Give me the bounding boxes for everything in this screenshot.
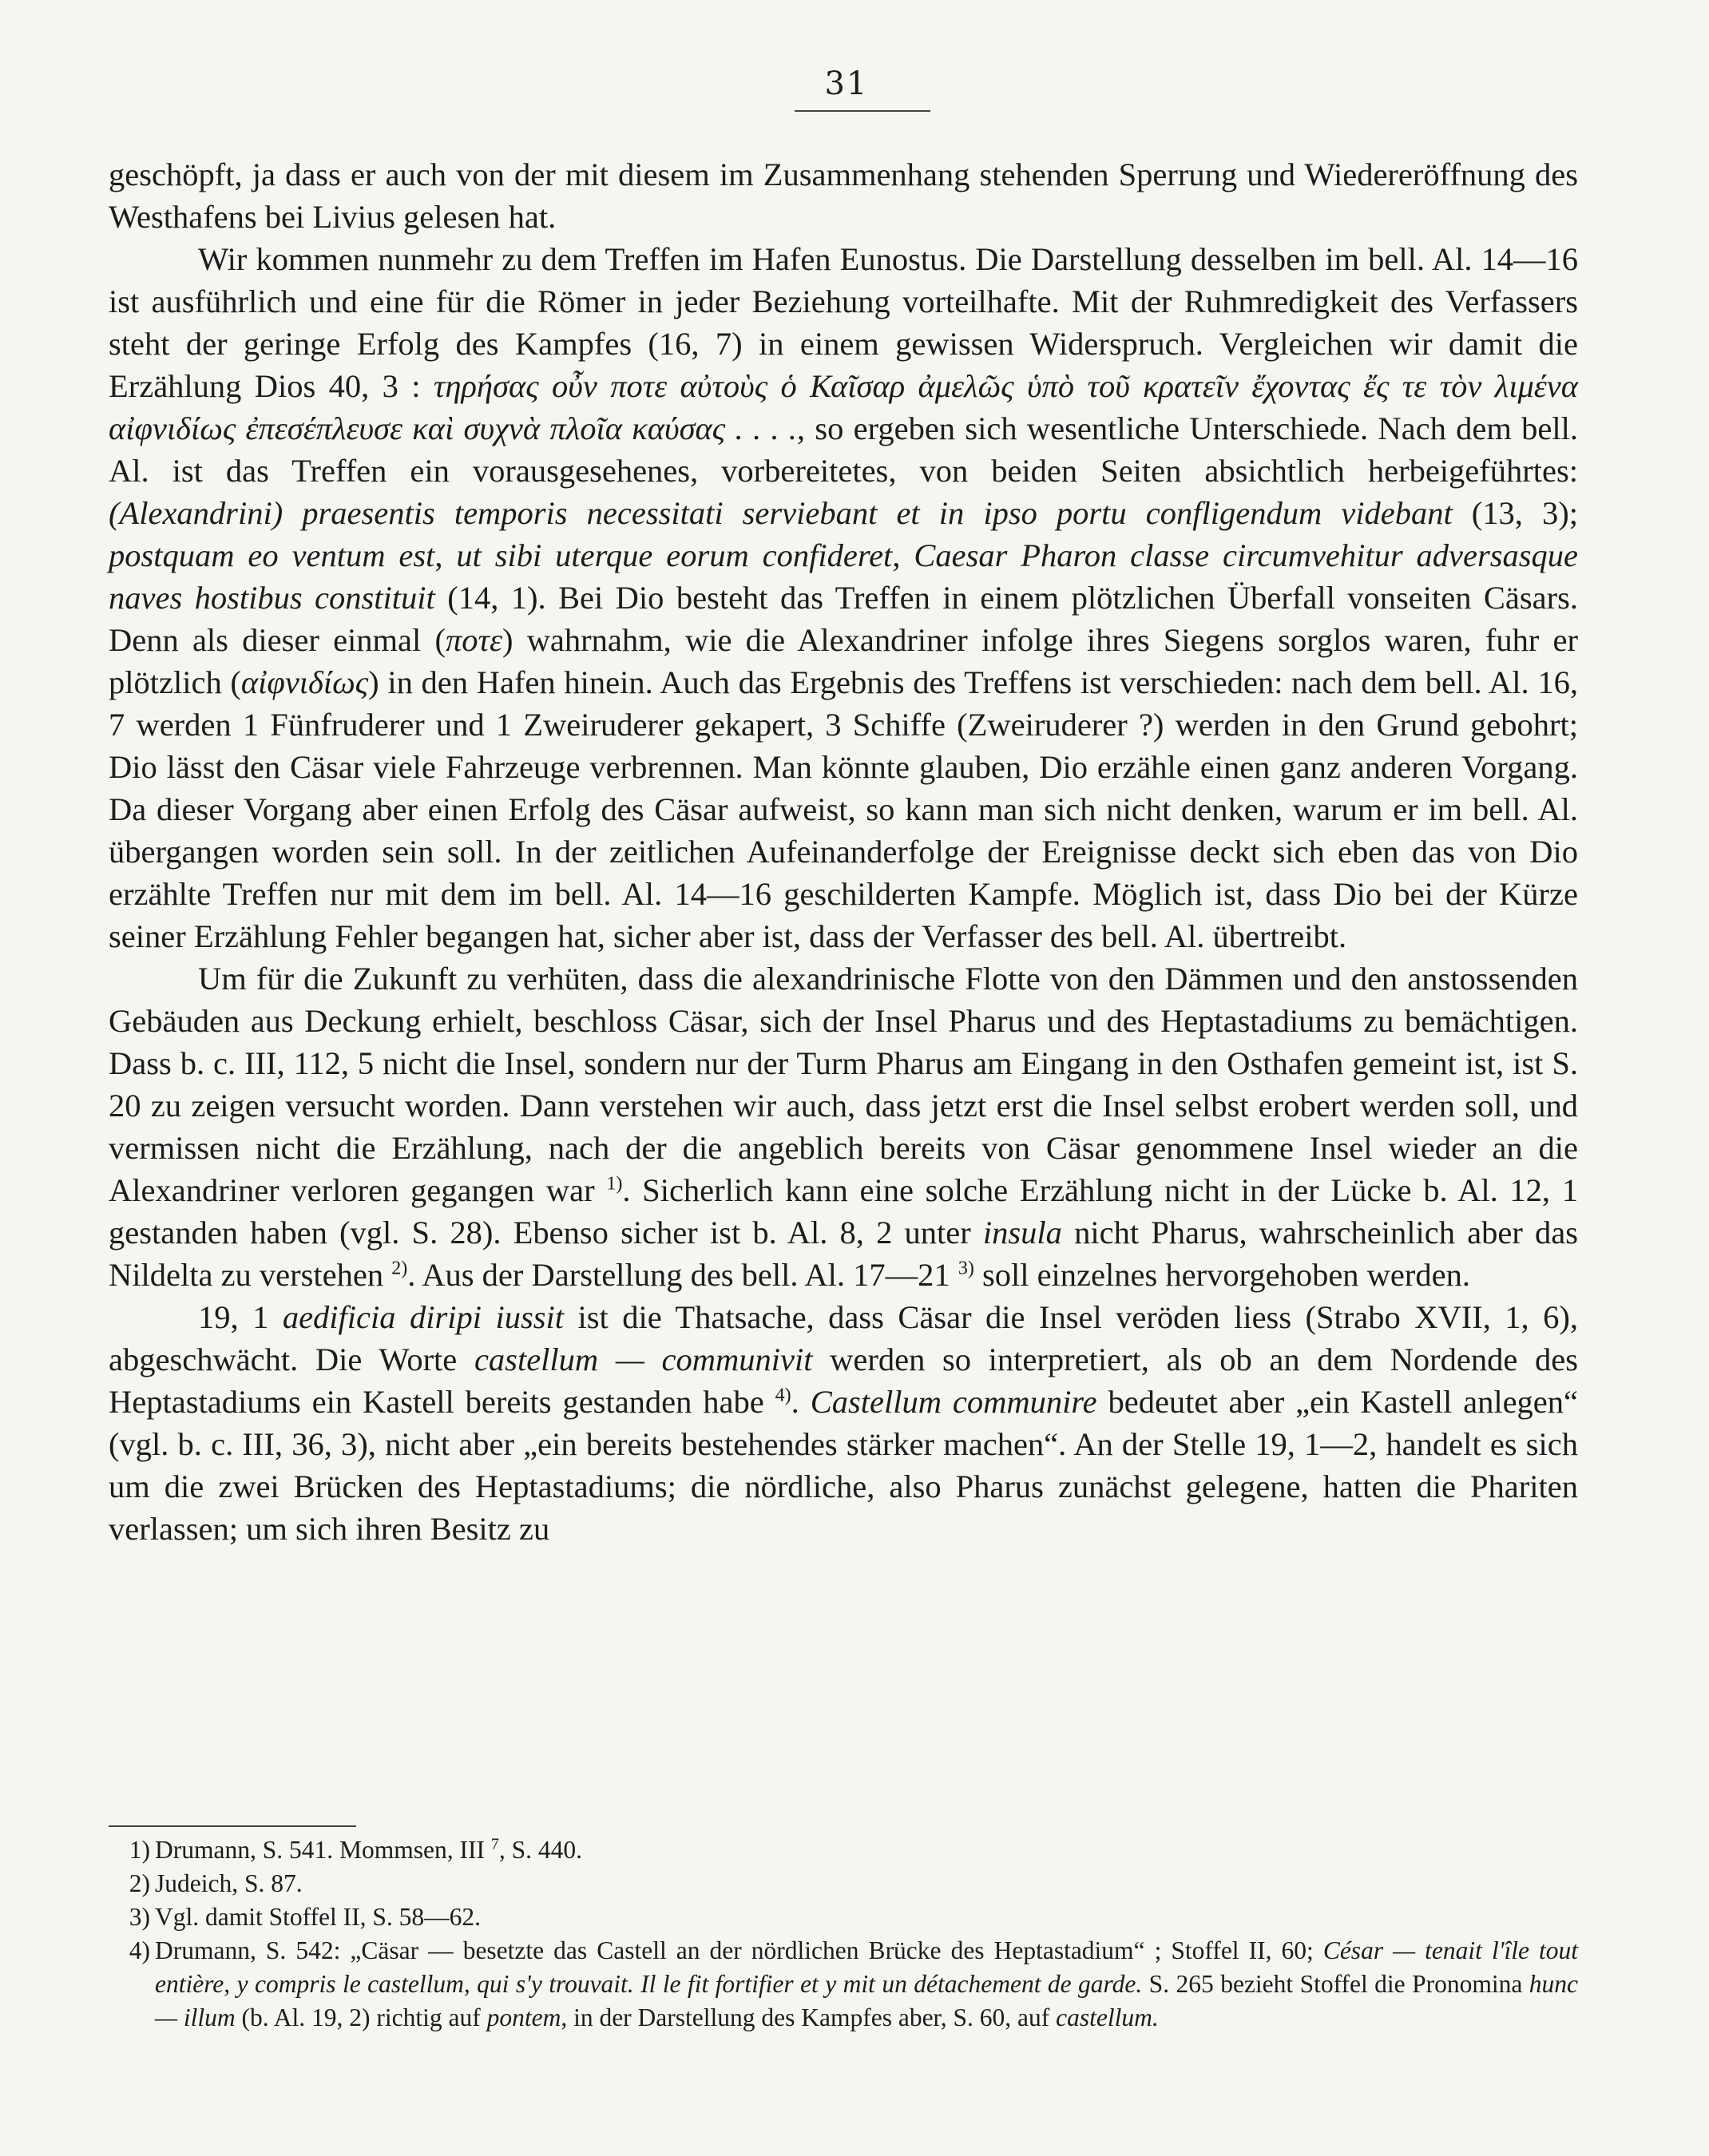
- italic-text: pontem: [486, 2003, 561, 2031]
- text-run: ) wahrnahm, wie die Alexandriner infolge ihres Siegens sorglos waren, fuhr er plötzlich (: [109, 622, 1578, 700]
- text-run: (13, 3);: [1452, 495, 1578, 531]
- text-run: Drumann, S. 542: „Cäsar — besetzte das Castell an der nördlichen Brücke des Heptastadium“ ; Stoffel II, 60;: [155, 1936, 1323, 1964]
- text-run: Drumann, S. 541. Mommsen, III: [155, 1836, 491, 1864]
- text-run: . Aus der Darstellung des bell. Al. 17—21: [407, 1257, 958, 1293]
- text-run: , S. 440.: [498, 1836, 582, 1864]
- footnote-mark: 2): [129, 1869, 150, 1897]
- footnote-reference: 4): [775, 1385, 791, 1406]
- italic-text: postquam eo ventum est: [109, 537, 435, 573]
- text-run: geschöpft, ja dass er auch von der mit diesem im Zusammenhang stehenden Sperrung und Wiedereröffnung des Westhafens bei Livius gelesen hat.: [109, 157, 1578, 235]
- footnote: [109, 1867, 1578, 1900]
- text-run: , in der Darstellung des Kampfes aber, S. 60, auf: [561, 2003, 1057, 2031]
- italic-text: hunc — illum: [155, 1970, 1578, 2031]
- footnote-mark: 3): [129, 1903, 150, 1931]
- page-number: 31: [824, 65, 869, 102]
- text-run: ,: [892, 537, 914, 573]
- italic-text: ut sibi uterque eorum confideret: [456, 537, 893, 573]
- text-run: Wir kommen nunmehr zu dem Treffen im Hafen Eunostus. Die Darstellung desselben im bell. Al. 14—16 ist ausführlich und eine für die Römer in jeder Beziehung vorteilhafte. Mit der Ruhmredigkeit des Verfassers steht der geringe Erfolg des Kampfes (16, 7) in einem gewissen Widerspruch. Vergleichen wir damit die Erzählung Dios 40, 3 :: [109, 241, 1578, 404]
- text-run: 19, 1: [198, 1299, 283, 1335]
- footnote-reference: 7: [490, 1835, 499, 1853]
- body-text: [109, 153, 1578, 1550]
- footnote-reference: 1): [606, 1173, 623, 1195]
- paragraph: [109, 153, 1578, 238]
- italic-text: (Alexandrini) praesentis temporis necessitati serviebant et in ipso portu confligendum videbant: [109, 495, 1453, 531]
- italic-text: castellum.: [1056, 2003, 1159, 2031]
- text-run: Um für die Zukunft zu verhüten, dass die alexandrinische Flotte von den Dämmen und den anstossenden Gebäuden aus Deckung erhielt, beschloss Cäsar, sich der Insel Pharus und des Heptastadiums zu bemächtigen. Dass b. c. III, 112, 5 nicht die Insel, sondern nur der Turm Pharus am Eingang in den Osthafen gemeint ist, ist S. 20 zu zeigen versucht worden. Dann verstehen wir auch, dass jetzt erst die Insel selbst erobert werden soll, und vermissen nicht die Erzählung, nach der die angeblich bereits von Cäsar genommene Insel wieder an die Alexandriner verloren gegangen war: [109, 961, 1578, 1208]
- footnote-reference: 2): [391, 1258, 408, 1279]
- footnote-mark: 1): [129, 1836, 150, 1864]
- footnote-rule: [109, 1825, 356, 1827]
- text-run: S. 265 bezieht Stoffel die Pronomina: [1142, 1970, 1529, 1998]
- header-rule: [795, 110, 930, 112]
- text-run: ist die Thatsache, dass Cäsar die Insel veröden liess (Strabo XVII, 1, 6), abgeschwächt. Die Worte: [109, 1299, 1578, 1377]
- text-run: soll einzelnes hervorgehoben werden.: [973, 1257, 1470, 1293]
- italic-text: aedificia diripi iussit: [282, 1299, 564, 1335]
- italic-text: castellum — communivit: [474, 1342, 813, 1377]
- text-run: Judeich, S. 87.: [155, 1869, 303, 1897]
- footnote: [109, 1833, 1578, 1867]
- italic-text: Caesar Pharon classe circumvehitur adversasque naves hostibus constituit: [109, 537, 1579, 616]
- text-run: (b. Al. 19, 2) richtig auf: [235, 2003, 487, 2031]
- footnote: [109, 1900, 1578, 1934]
- text-run: .: [791, 1384, 811, 1420]
- text-run: , so ergeben sich wesentliche Unterschiede. Nach dem bell. Al. ist das Treffen ein vorausgesehenes, vorbereitetes, von beiden Seiten absichtlich herbeigeführtes:: [109, 410, 1578, 489]
- footnote-reference: 3): [958, 1258, 974, 1279]
- text-run: werden so interpretiert, als ob an dem Nordende des Heptastadiums ein Kastell bereits gestanden habe: [109, 1342, 1579, 1420]
- italic-text: Castellum communire: [810, 1384, 1097, 1420]
- text-run: (14, 1). Bei Dio besteht das Treffen in einem plötzlichen Überfall vonseiten Cäsars. Denn als dieser einmal (: [109, 580, 1578, 658]
- italic-text: ποτε: [445, 622, 502, 658]
- text-run: bedeutet aber „ein Kastell anlegen“ (vgl. b. c. III, 36, 3), nicht aber „ein bereits bestehendes stärker machen“. An der Stelle 19, 1—2, handelt es sich um die zwei Brücken des Heptastadiums; die nördliche, also Pharus zunächst gelegene, hatten die Phariten verlassen; um sich ihren Besitz zu: [109, 1384, 1579, 1547]
- footnote: [109, 1934, 1578, 2035]
- footnotes: [109, 1833, 1578, 2035]
- italic-text: τηρήσας οὖν ποτε αὐτοὺς ὁ Καῖσαρ ἀμελῶς ὑπὸ τοῦ κρατεῖν ἔχοντας ἔς τε τὸν λιμένα αἰφνιδίως ἐπεσέπλευσε καὶ συχνὰ πλοῖα καύσας . . . .: [109, 368, 1578, 446]
- italic-text: αἰφνιδίως: [240, 664, 369, 700]
- text-run: ) in den Hafen hinein. Auch das Ergebnis des Treffens ist verschieden: nach dem bell. Al. 16, 7 werden 1 Fünfruderer und 1 Zweiruderer gekapert, 3 Schiffe (Zweiruderer ?) werden in den Grund gebohrt; Dio lässt den Cäsar viele Fahrzeuge verbrennen. Man könnte glauben, Dio erzähle einen ganz anderen Vorgang. Da dieser Vorgang aber einen Erfolg des Cäsar aufweist, so kann man sich nicht denken, warum er im bell. Al. übergangen worden sein soll. In der zeitlichen Aufeinanderfolge der Ereignisse deckt sich eben das von Dio erzählte Treffen nur mit dem im bell. Al. 14—16 geschilderten Kampfe. Möglich ist, dass Dio bei der Kürze seiner Erzählung Fehler begangen hat, sicher aber ist, dass der Verfasser des bell. Al. übertreibt.: [109, 664, 1579, 954]
- text-run: nicht Pharus, wahrscheinlich aber das Nildelta zu verstehen: [109, 1215, 1578, 1293]
- paragraph: [109, 957, 1578, 1296]
- italic-text: insula: [982, 1215, 1062, 1250]
- text-run: . Sicherlich kann eine solche Erzählung nicht in der Lücke b. Al. 12, 1 gestanden haben (vgl. S. 28). Ebenso sicher ist b. Al. 8, 2 unter: [109, 1172, 1579, 1250]
- paragraph: [109, 238, 1578, 957]
- footnote-mark: 4): [129, 1936, 150, 1964]
- text-run: ,: [434, 537, 457, 573]
- text-run: Vgl. damit Stoffel II, S. 58—62.: [155, 1903, 482, 1931]
- italic-text: César — tenait l'île tout entière, y compris le castellum, qui s'y trouvait. Il le fit fortifier et y mit un détachement de garde.: [155, 1936, 1578, 1998]
- paragraph: [109, 1296, 1578, 1550]
